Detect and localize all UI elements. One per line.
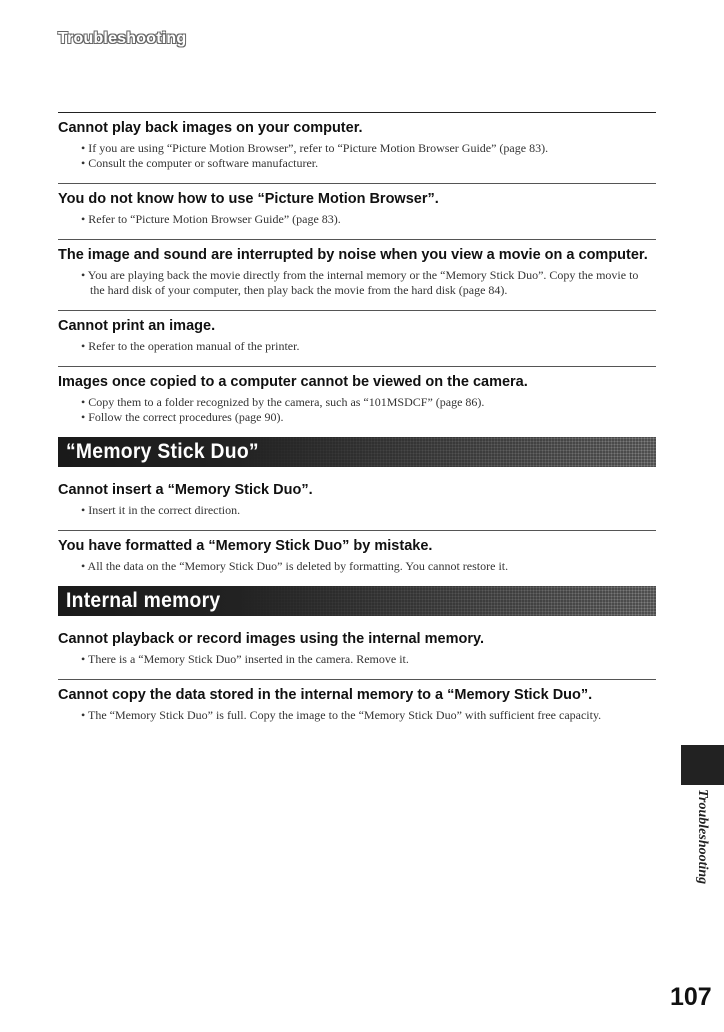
solution-bullet: • Insert it in the correct direction. <box>81 503 241 517</box>
problem-question: Images once copied to a computer cannot be viewed on the camera. <box>58 374 528 390</box>
problem-item <box>58 481 656 518</box>
page-number: 107 <box>670 983 712 1011</box>
solution-bullet: • Refer to “Picture Motion Browser Guide” (page 83). <box>81 212 341 226</box>
problem-item <box>58 310 656 354</box>
problem-question: You do not know how to use “Picture Motion Browser”. <box>58 191 439 207</box>
solution-bullet: • There is a “Memory Stick Duo” inserted in the camera. Remove it. <box>81 652 409 666</box>
solution-bullet: • Follow the correct procedures (page 90). <box>81 410 284 424</box>
section-banner-memory-stick <box>58 437 656 467</box>
chapter-side-tab <box>681 745 724 785</box>
problem-question: The image and sound are interrupted by noise when you view a movie on a computer. <box>58 247 648 263</box>
solution-bullet: • You are playing back the movie directly from the internal memory or the “Memory Stick Duo”. Copy the movie to the hard disk of your computer, then play back the movie from the hard disk (page 84). <box>81 268 639 297</box>
chapter-side-label: Troubleshooting <box>695 789 710 885</box>
problem-item <box>58 630 656 667</box>
section-banner-internal-memory <box>58 586 656 616</box>
solution-bullet: • All the data on the “Memory Stick Duo” is deleted by formatting. You cannot restore it. <box>81 559 509 573</box>
problem-question: You have formatted a “Memory Stick Duo” by mistake. <box>58 538 433 554</box>
section-banner-label: “Memory Stick Duo” <box>66 440 259 463</box>
problem-item <box>58 366 656 425</box>
solution-bullet: • Consult the computer or software manufacturer. <box>81 156 319 170</box>
solution-bullet: • Copy them to a folder recognized by the camera, such as “101MSDCF” (page 86). <box>81 395 485 409</box>
problem-item <box>58 530 656 574</box>
solution-bullet: • If you are using “Picture Motion Browser”, refer to “Picture Motion Browser Guide” (page 83). <box>81 141 549 155</box>
problem-item <box>58 679 656 723</box>
troubleshooting-content <box>58 112 656 735</box>
problem-question: Cannot play back images on your computer. <box>58 120 363 136</box>
solution-bullet: • The “Memory Stick Duo” is full. Copy the image to the “Memory Stick Duo” with sufficient free capacity. <box>81 708 602 722</box>
page-header-title: Troubleshooting <box>58 30 187 47</box>
problem-question: Cannot copy the data stored in the internal memory to a “Memory Stick Duo”. <box>58 687 593 703</box>
problem-question: Cannot insert a “Memory Stick Duo”. <box>58 482 313 498</box>
section-banner-label: Internal memory <box>66 589 221 612</box>
solution-bullet: • Refer to the operation manual of the printer. <box>81 339 300 353</box>
problem-item <box>58 239 656 298</box>
problem-question: Cannot print an image. <box>58 318 216 334</box>
problem-item <box>58 112 656 171</box>
problem-item <box>58 183 656 227</box>
problem-question: Cannot playback or record images using the internal memory. <box>58 631 484 647</box>
